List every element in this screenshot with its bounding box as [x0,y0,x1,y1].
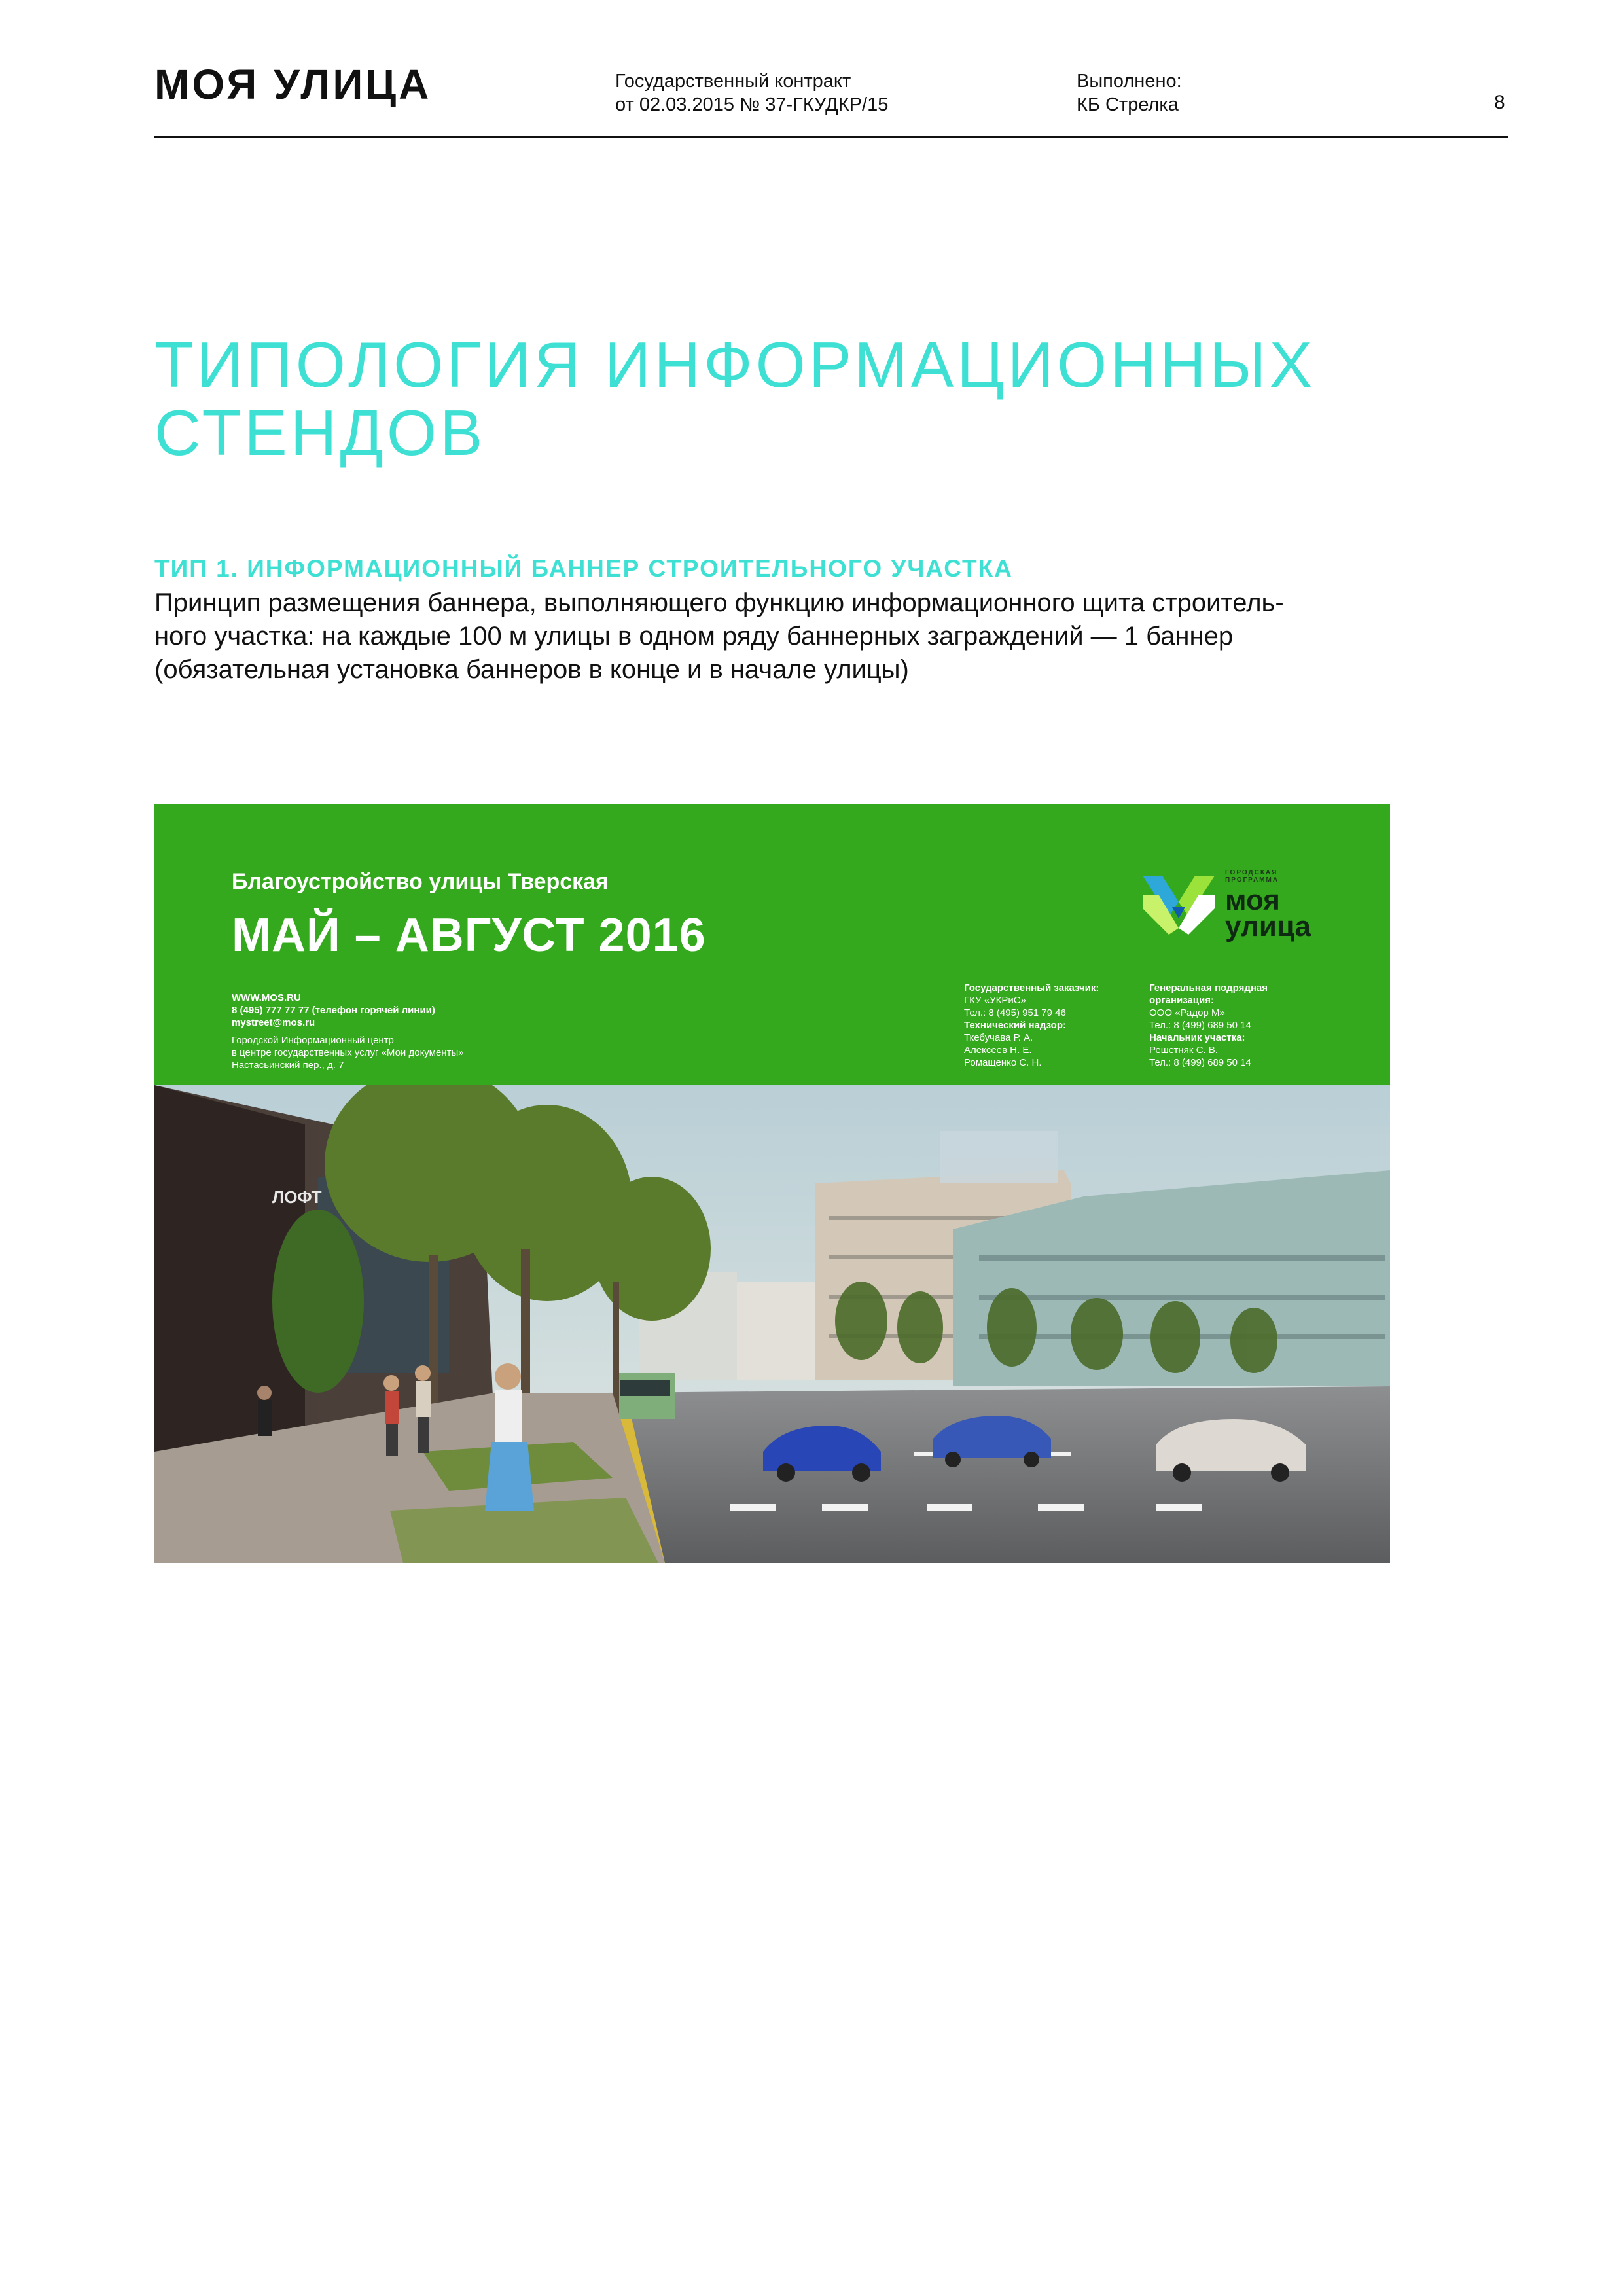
chief-name: Решетняк С. В. [1149,1045,1218,1056]
street-rendering [154,1085,1390,1563]
description-line: Принцип размещения баннера, выполняющего функцию информационного щита строитель- [154,588,1284,617]
customer-phone: Тел.: 8 (495) 951 79 46 [964,1007,1066,1018]
logo-caption-line: ГОРОДСКАЯ [1225,869,1278,876]
logo-caption-line: ПРОГРАММА [1225,876,1279,884]
page-title [154,331,1315,467]
banner-period: МАЙ – АВГУСТ 2016 [232,909,706,961]
header-divider [154,136,1508,138]
contract-info [615,69,888,117]
banner-contacts [232,992,572,1071]
contractor-phone: Тел.: 8 (499) 689 50 14 [1149,1020,1251,1031]
supervision-label: Технический надзор: [964,1020,1067,1031]
supervisor-name: Ромащенко С. Н. [964,1057,1042,1068]
supervisor-name: Алексеев Н. Е. [964,1045,1032,1056]
contractor-name: ООО «Радор М» [1149,1007,1225,1018]
pedestrian [257,1386,272,1436]
shop-sign: ЛОФТ [272,1187,322,1207]
contractor-label: организация: [1149,995,1214,1006]
type-description [154,586,1431,687]
performer-label: Выполнено: [1077,71,1182,92]
brand-title: МОЯ УЛИЦА [154,61,432,108]
contract-number: от 02.03.2015 № 37-ГКУДКР/15 [615,94,889,115]
logo-text-line: моя [1225,884,1280,916]
banner-customer [964,982,1147,1069]
chief-phone: Тел.: 8 (499) 689 50 14 [1149,1057,1251,1068]
performer-info [1077,69,1182,117]
trolleybus [616,1373,675,1419]
contract-line: Государственный контракт [615,71,851,92]
info-center-line: Настасьинский пер., д. 7 [232,1060,344,1071]
description-line: (обязательная установка баннеров в конце и в начале улицы) [154,655,909,684]
contact-email: mystreet@mos.ru [232,1017,315,1028]
logo-text [1225,884,1311,942]
distant-building [737,1282,822,1380]
banner-subtitle: Благоустройство улицы Тверская [232,869,609,894]
performer-name: КБ Стрелка [1077,94,1179,115]
type-heading: ТИП 1. ИНФОРМАЦИОННЫЙ БАННЕР СТРОИТЕЛЬНОГО УЧАСТКА [154,555,1013,582]
page-title-line: ТИПОЛОГИЯ ИНФОРМАЦИОННЫХ [154,329,1315,401]
logo-caption [1225,869,1279,884]
customer-name: ГКУ «УКРиС» [964,995,1026,1006]
info-center-line: в центре государственных услуг «Мои документы» [232,1047,464,1058]
banner-contractor [1149,982,1332,1069]
contact-site: WWW.MOS.RU [232,992,301,1003]
contact-phone: 8 (495) 777 77 77 (телефон горячей линии) [232,1005,435,1016]
page-title-line: СТЕНДОВ [154,397,486,469]
logo-text-line: улица [1225,910,1311,942]
info-center-line: Городской Информационный центр [232,1035,394,1046]
banner-info-panel [154,804,1390,1085]
description-line: ного участка: на каждые 100 м улицы в одном ряду баннерных заграждений — 1 баннер [154,622,1234,651]
customer-label: Государственный заказчик: [964,982,1099,994]
page-number: 8 [1494,92,1505,113]
construction-banner [154,804,1390,1563]
supervisor-name: Ткебучава Р. А. [964,1032,1033,1043]
contractor-label: Генеральная подрядная [1149,982,1268,994]
chief-label: Начальник участка: [1149,1032,1245,1043]
